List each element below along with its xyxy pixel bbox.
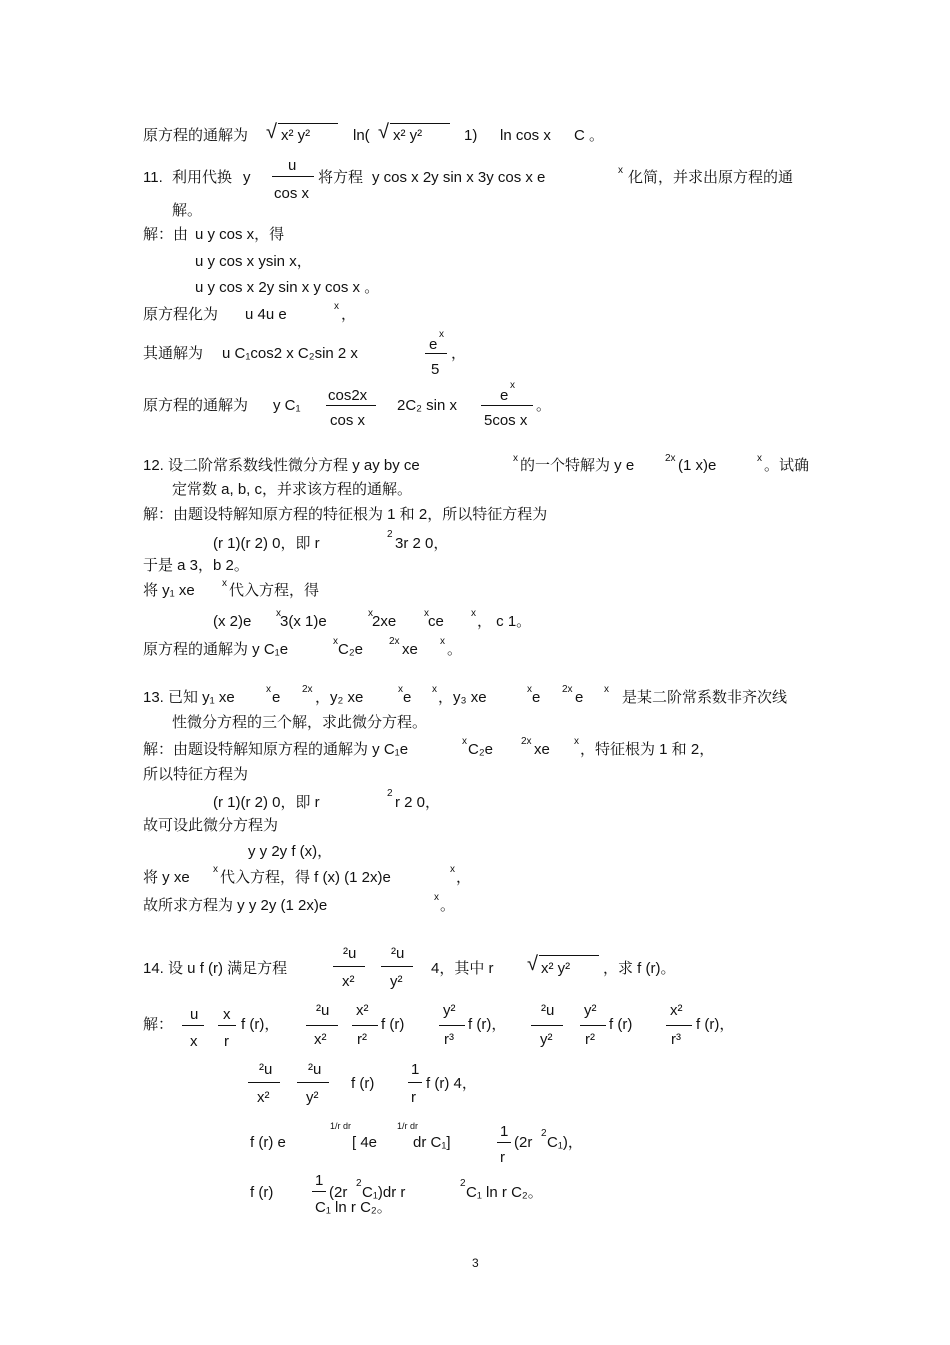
p14-a2-bar (218, 1025, 236, 1026)
p12-l4b: 3r 2 0， (395, 535, 449, 552)
p12-l8-sup1: x (333, 636, 338, 647)
p13-l6: 故可设此微分方程为 (143, 817, 279, 834)
p14-r4c: C₁)dr r (362, 1184, 406, 1201)
p12-l6-sup: x (222, 578, 227, 589)
p13-l3: 解：由题设特解知原方程的通解为 y C₁e (143, 741, 409, 758)
p11-s6-den2: 5cos x (484, 412, 528, 429)
p13-l1-sup1: x (266, 684, 271, 695)
p11-s6c: 2C₂ sin x (397, 397, 458, 414)
p14-r2d3: r (411, 1089, 416, 1106)
p11-s6-bar2 (481, 405, 533, 406)
p11-s5b: u C₁cos2 x C₂sin 2 x (222, 345, 358, 362)
p12-l7c: 2xe (372, 613, 397, 630)
p12-l2: 定常数 a, b, c，并求该方程的通解。 (172, 481, 413, 498)
sqrt-content-1: x² y² (281, 127, 311, 144)
p14-sqrt-bar (539, 955, 599, 956)
p13-l4: 所以特征方程为 (143, 766, 249, 783)
p14-sqrt: x² y² (541, 960, 571, 977)
p14-r4d-tail: C₁ ln r C₂。 (466, 1184, 543, 1201)
p11-eq-sup: x (618, 165, 623, 176)
p13-l8-sup2: x (450, 864, 455, 875)
p13-l3c: xe (534, 741, 550, 758)
sqrt-content-2: x² y² (393, 127, 423, 144)
p13-l5b: r 2 0， (395, 794, 441, 811)
p12-l6b: 代入方程，得 (229, 582, 320, 599)
p14-b1n: ²u (316, 1002, 330, 1019)
p14-c1d: y² (540, 1031, 553, 1048)
p12-l7-sup3: x (424, 608, 429, 619)
p12-l1-sup: x (513, 453, 518, 464)
p14-c3: f (r) (609, 1016, 633, 1033)
p14-n1: ²u (343, 945, 357, 962)
p14-b2n: x² (356, 1002, 369, 1019)
p14-r3-bar (497, 1142, 511, 1143)
p11-number: 11. (143, 169, 163, 186)
p14-r3c: dr C₁] (413, 1134, 451, 1151)
sqrt-sign-2: √ (378, 121, 389, 143)
p13-l1-sup4: x (432, 684, 437, 695)
p11-s6-bar1 (326, 405, 376, 406)
p11-tail: 化简，并求出原方程的通 (628, 169, 794, 186)
p14-r2n1: ²u (259, 1061, 273, 1078)
p11-s5-den: 5 (431, 361, 440, 378)
close-paren: 1) (464, 127, 478, 144)
p14-c1-bar (531, 1025, 563, 1026)
p11-frac-bar (272, 176, 314, 177)
top-prefix: 原方程的通解为 (143, 127, 249, 144)
p12-l7-sup2: x (368, 608, 373, 619)
p13-l3-sup3: x (574, 736, 579, 747)
p13-l1h: 是某二阶常系数非齐次线 (622, 689, 788, 706)
sqrt-bar-2 (390, 123, 450, 124)
p12-l8b: C₂e (338, 641, 363, 658)
p12-l3: 解：由题设特解知原方程的特征根为 1 和 2，所以特征方程为 (143, 506, 548, 523)
p13-l1-sup6: 2x (562, 684, 573, 695)
p13-l5-sup: 2 (387, 788, 393, 799)
p14-c4-bar (666, 1025, 692, 1026)
p11-lead: 利用代换 (172, 169, 233, 186)
p14-r2b: f (r) 4， (426, 1075, 477, 1092)
p11-s4-sup: x (334, 301, 339, 312)
p13-l3-sup2: 2x (521, 736, 532, 747)
p14-r4-sup1: 2 (356, 1178, 362, 1189)
p13-l1-sup2: 2x (302, 684, 313, 695)
p14-c4d: r³ (671, 1031, 681, 1048)
p14-r2a: f (r) (351, 1075, 375, 1092)
p14-r4-sup2: 2 (460, 1178, 466, 1189)
p14-l1c: ，求 f (r)。 (603, 960, 676, 977)
p11-s6a: 原方程的通解为 (143, 397, 249, 414)
p12-l8c: xe (402, 641, 418, 658)
p13-l5: (r 1)(r 2) 0，即 r (213, 794, 320, 811)
p14-r3b: [ 4e (352, 1134, 378, 1151)
p13-l2: 性微分方程的三个解，求此微分方程。 (172, 714, 428, 731)
p11-s6b: y C₁ (273, 397, 301, 414)
p12-l1-sup3: x (757, 453, 762, 464)
sqrt-bar (278, 123, 338, 124)
p13-l1b: e (272, 689, 281, 706)
constant-c: C 。 (574, 127, 605, 144)
p11-s3: u y cos x 2y sin x y cos x 。 (195, 279, 380, 296)
p13-l1g: e (575, 689, 584, 706)
p13-l8b: 代入方程，得 f (x) (1 2x)e (220, 869, 391, 886)
p12-l7-sup1: x (276, 608, 281, 619)
p11-s6d: 。 (536, 397, 552, 414)
p13-l9-sup: x (434, 892, 439, 903)
ln-cos: ln cos x (500, 127, 551, 144)
p14-r2d1: x² (257, 1089, 270, 1106)
p13-l8: 将 y xe (143, 869, 190, 886)
p12-l7e: ， c 1。 (477, 613, 532, 630)
p14-r3d: r (500, 1149, 505, 1166)
p14-r3n: 1 (500, 1123, 509, 1140)
p13-l1-sup3: x (398, 684, 403, 695)
p14-r4b: (2r (329, 1184, 348, 1201)
p14-b4n: y² (443, 1002, 456, 1019)
p13-l1d: e (403, 689, 412, 706)
p12-l8-sup3: x (440, 636, 445, 647)
p12-l7d: ce (428, 613, 444, 630)
p14-r3f: C₁)， (547, 1134, 583, 1151)
p14-r2-bar2 (297, 1082, 329, 1083)
p11-s1: u y cos x，得 (195, 226, 285, 243)
p14-a1n: u (190, 1006, 199, 1023)
p14-c2d: r² (585, 1031, 595, 1048)
p12-l7b: 3(x 1)e (280, 613, 327, 630)
p12-l4-sup: 2 (387, 529, 393, 540)
p13-l1-sup7: x (604, 684, 609, 695)
p14-a2n: x (223, 1006, 231, 1023)
p11-s6-num1: cos2x (328, 387, 368, 404)
p11-s2: u y cos x ysin x， (195, 253, 312, 270)
p14-b1-bar (306, 1025, 338, 1026)
p14-sqrt-sign: √ (527, 953, 538, 975)
p11-s6-num2: e (500, 387, 509, 404)
p13-l9b: 。 (440, 897, 456, 914)
p14-r4d: C₁ ln r C₂。 (315, 1199, 392, 1216)
p13-l8-sup1: x (213, 864, 218, 875)
p14-d2: y² (390, 973, 403, 990)
p11-s4a: 原方程化为 (143, 306, 219, 323)
p14-b4-bar (439, 1025, 465, 1026)
p13-l3-sup1: x (462, 736, 467, 747)
p13-l1e: ，y₃ xe (438, 689, 487, 706)
p11-s4b: u 4u e (245, 306, 287, 323)
p12-l1-sup2: 2x (665, 453, 676, 464)
p11-frac-den: cos x (274, 185, 310, 202)
p11-s5c: ， (451, 345, 467, 362)
p14-a1d: x (190, 1033, 198, 1050)
p14-a2d: r (224, 1033, 229, 1050)
p14-r2n3: 1 (411, 1061, 420, 1078)
p14-r4n: 1 (315, 1172, 324, 1189)
p11-eq: y cos x 2y sin x 3y cos x e (372, 169, 546, 186)
p11-s5a: 其通解为 (143, 345, 204, 362)
p12-l5: 于是 a 3，b 2。 (143, 557, 249, 574)
p14-r4a: f (r) (250, 1184, 274, 1201)
p11-y: y (243, 169, 251, 186)
p14-c5: f (r)， (696, 1016, 735, 1033)
ln-open: ln( (353, 127, 370, 144)
p11-sol: 解：由 (143, 226, 189, 243)
p14-b2-bar (352, 1025, 378, 1026)
p12-l8-sup2: 2x (389, 636, 400, 647)
p14-r3a: f (r) e (250, 1134, 286, 1151)
p12-l7-sup4: x (471, 608, 476, 619)
p14-r2-bar1 (248, 1082, 280, 1083)
p14-r3sup2: 1/r dr (397, 1121, 419, 1131)
p14-a3: f (r)， (241, 1016, 280, 1033)
p12-l1c: (1 x)e (678, 457, 717, 474)
p11-frac-num: u (288, 157, 297, 174)
p12-l1b: 的一个特解为 y e (520, 457, 635, 474)
p12-l1d: 。试确 (764, 457, 810, 474)
p13-l7: y y 2y f (x)， (248, 843, 333, 860)
p12-l8d: 。 (447, 641, 463, 658)
p13-l1: 13. 已知 y₁ xe (143, 689, 235, 706)
p11-s5-num: e (429, 336, 438, 353)
p11-s6-num2-sup: x (510, 380, 515, 391)
p14-sol: 解： (143, 1016, 174, 1033)
p14-r2-bar3 (408, 1082, 422, 1083)
p13-l3b: C₂e (468, 741, 493, 758)
p12-l8: 原方程的通解为 y C₁e (143, 641, 289, 658)
p13-l8c: ， (456, 869, 472, 886)
p14-b5: f (r)， (468, 1016, 507, 1033)
p13-l1f: e (532, 689, 541, 706)
p14-b1d: x² (314, 1031, 327, 1048)
p14-c1n: ²u (541, 1002, 555, 1019)
p14-r2d2: y² (306, 1089, 319, 1106)
p14-c2n: y² (584, 1002, 597, 1019)
p12-l6: 将 y₁ xe (143, 582, 195, 599)
p14-l1a: 14. 设 u f (r) 满足方程 (143, 960, 288, 977)
p13-l1-sup5: x (527, 684, 532, 695)
sqrt-sign: √ (266, 121, 277, 143)
p11-s4c: ， (341, 306, 357, 323)
p14-r4-bar (312, 1191, 326, 1192)
p14-r3e: (2r (514, 1134, 533, 1151)
p14-c2-bar (580, 1025, 606, 1026)
p14-r3sup: 1/r dr (330, 1121, 352, 1131)
p13-l3d: ，特征根为 1 和 2， (580, 741, 715, 758)
p14-bar2 (381, 966, 413, 967)
p14-n2: ²u (391, 945, 405, 962)
p12-l1: 12. 设二阶常系数线性微分方程 y ay by ce (143, 457, 420, 474)
p14-l1b: 4，其中 r (431, 960, 494, 977)
p14-r3-sup3: 2 (541, 1128, 547, 1139)
p14-b3: f (r) (381, 1016, 405, 1033)
p13-l1c: ，y₂ xe (315, 689, 364, 706)
p14-b2d: r² (357, 1031, 367, 1048)
p14-r2n2: ²u (308, 1061, 322, 1078)
p14-b4d: r³ (444, 1031, 454, 1048)
p11-s5-num-sup: x (439, 329, 444, 340)
p14-c4n: x² (670, 1002, 683, 1019)
p14-d1: x² (342, 973, 355, 990)
p12-l7: (x 2)e (213, 613, 252, 630)
p14-bar1 (333, 966, 365, 967)
p14-a1-bar (182, 1025, 204, 1026)
page-number: 3 (472, 1256, 479, 1270)
p12-l4: (r 1)(r 2) 0，即 r (213, 535, 320, 552)
p11-s5-bar (425, 353, 447, 354)
p13-l9: 故所求方程为 y y 2y (1 2x)e (143, 897, 328, 914)
p11-wrap: 解。 (172, 202, 203, 219)
p11-mid: 将方程 (318, 169, 364, 186)
p11-s6-den1: cos x (330, 412, 366, 429)
